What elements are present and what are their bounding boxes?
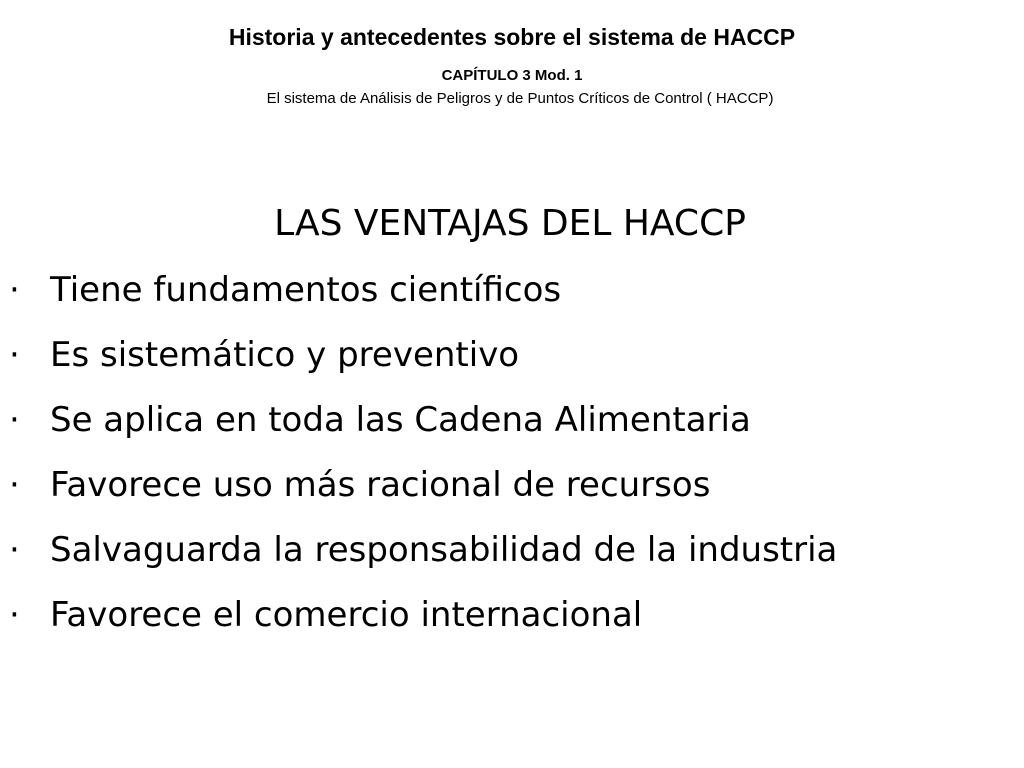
list-item-text: Se aplica en toda las Cadena Alimentaria [50, 400, 751, 440]
bullet-icon: · [9, 270, 20, 310]
bullet-icon: · [9, 595, 20, 635]
chapter-label: CAPÍTULO 3 Mod. 1 [441, 67, 583, 84]
list-item-text: Es sistemático y preventivo [50, 335, 520, 375]
list-item-text: Tiene fundamentos científicos [50, 270, 562, 310]
list-item-text: Favorece uso más racional de recursos [50, 465, 711, 505]
list-item-text: Favorece el comercio internacional [50, 595, 643, 635]
slide-heading: LAS VENTAJAS DEL HACCP [274, 203, 746, 244]
bullet-icon: · [9, 400, 20, 440]
document-title: Historia y antecedentes sobre el sistema de HACCP [228, 24, 796, 50]
bullet-icon: · [9, 530, 20, 570]
bullet-icon: · [9, 465, 20, 505]
list-item-text: Salvaguarda la responsabilidad de la industria [50, 530, 838, 570]
document-subtitle: El sistema de Análisis de Peligros y de Puntos Críticos de Control ( HACCP) [266, 90, 774, 107]
bullet-icon: · [9, 335, 20, 375]
